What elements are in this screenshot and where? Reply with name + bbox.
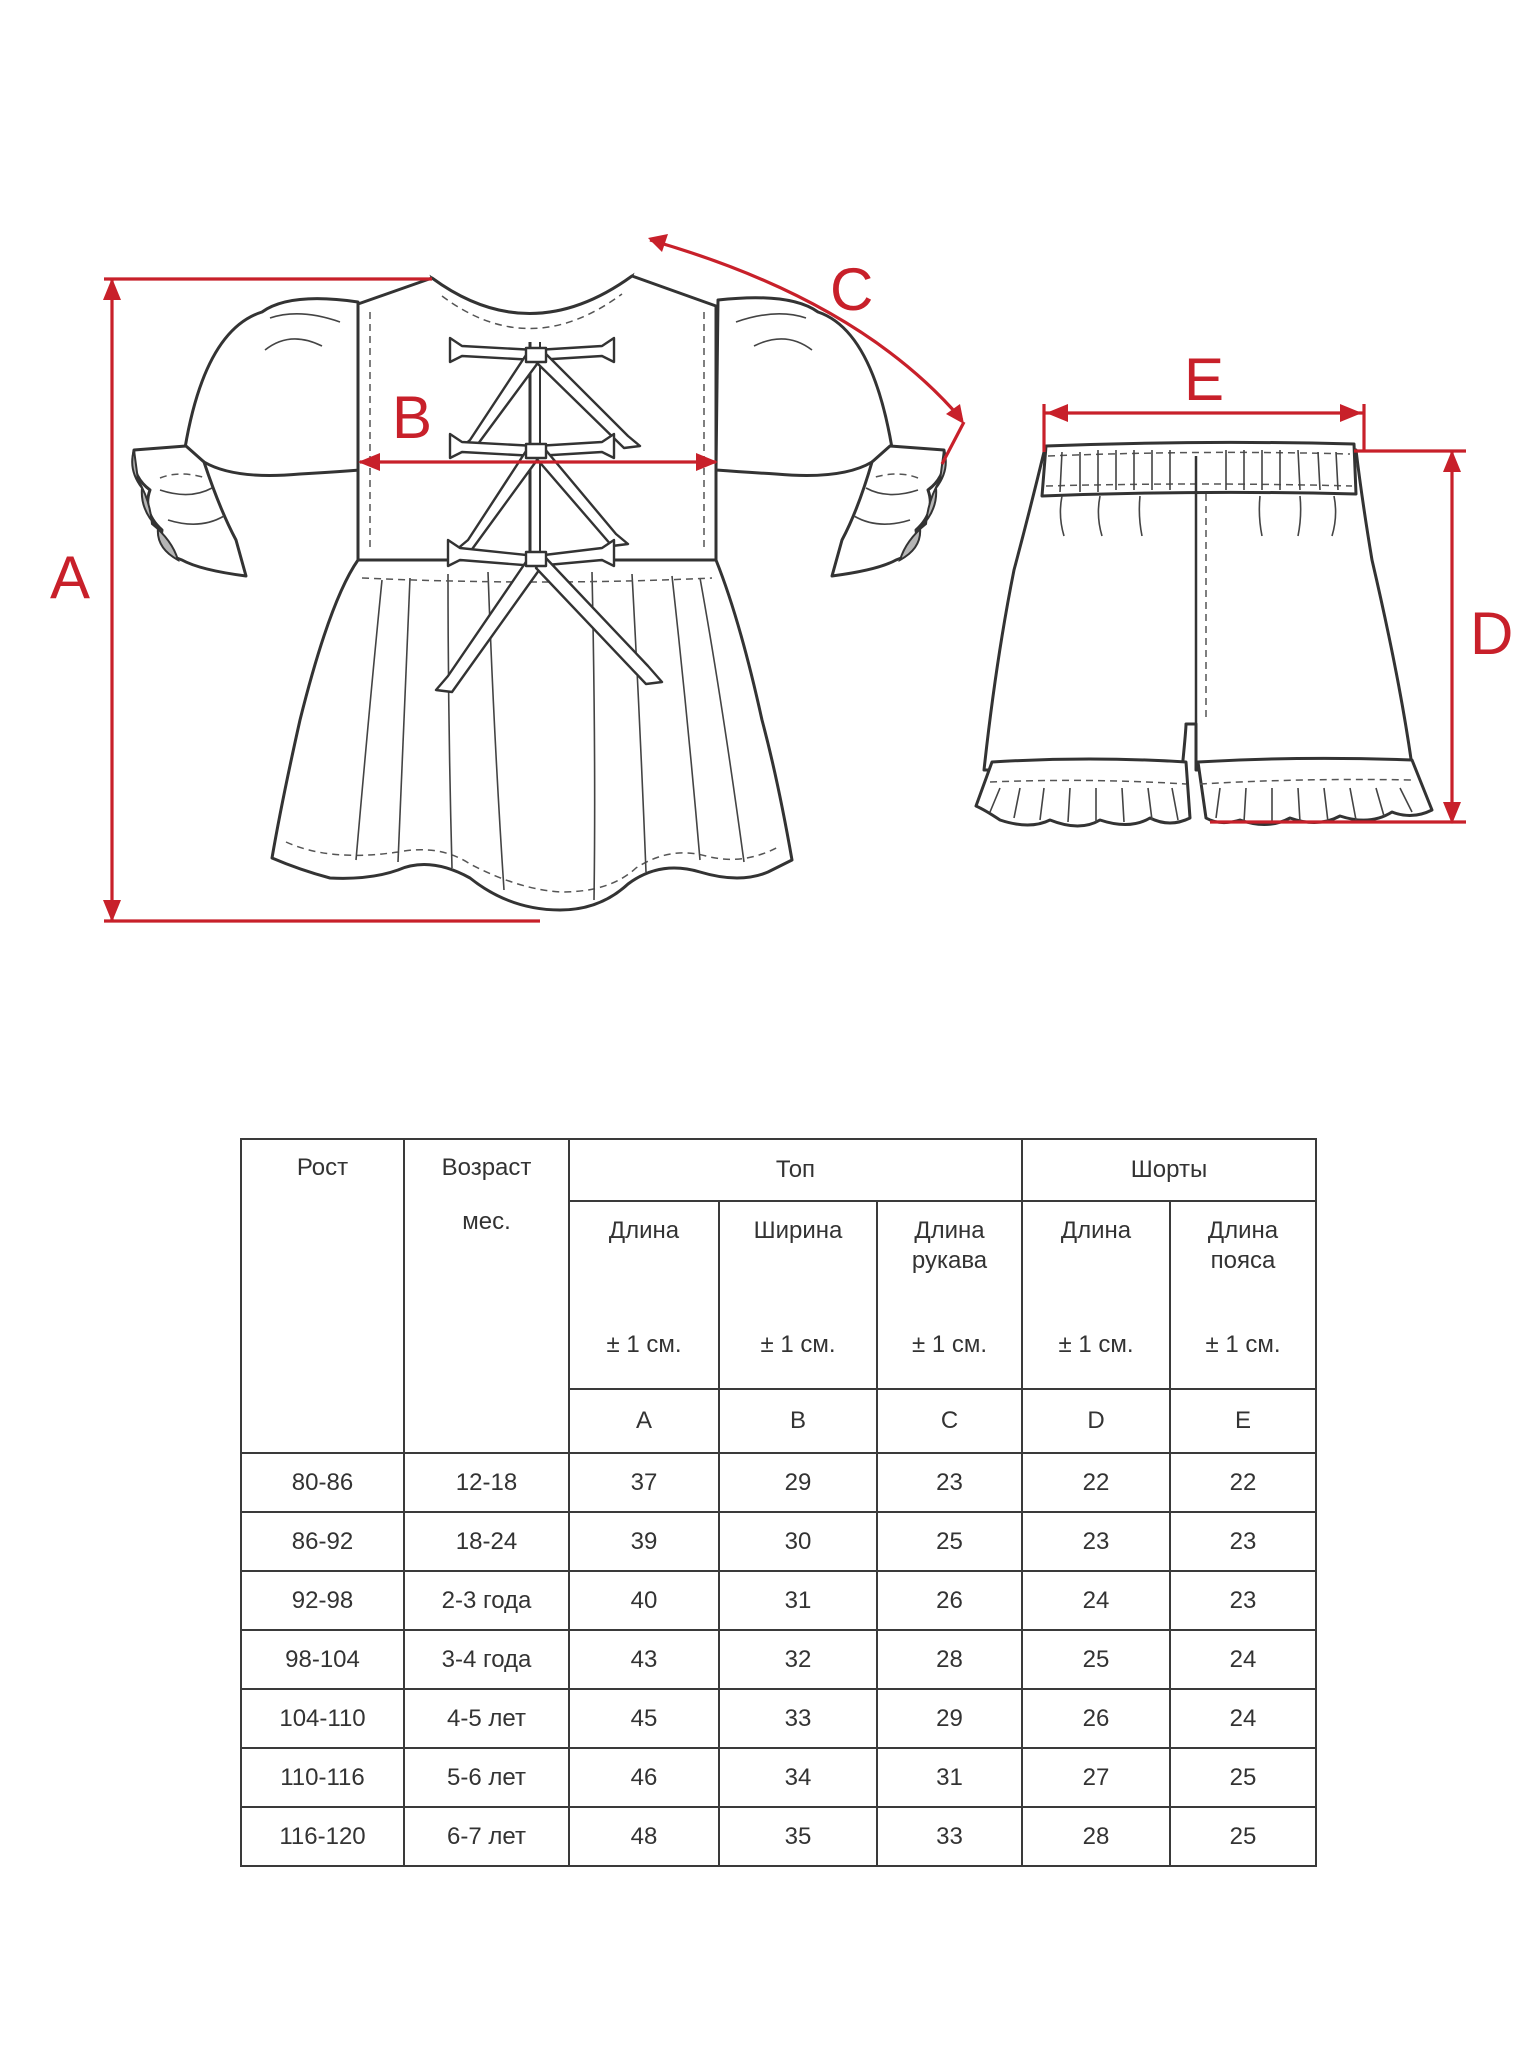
table-cell: 2-3 года xyxy=(404,1571,569,1630)
dimension-label-b: B xyxy=(392,384,433,451)
table-row xyxy=(241,1630,1316,1689)
table-row xyxy=(241,1689,1316,1748)
table-cell: 3-4 года xyxy=(404,1630,569,1689)
table-cell: 6-7 лет xyxy=(404,1807,569,1866)
header-height: Рост xyxy=(241,1139,404,1453)
header-letter-b: B xyxy=(719,1389,877,1453)
table-cell: 5-6 лет xyxy=(404,1748,569,1807)
table-cell: 45 xyxy=(569,1689,719,1748)
table-cell: 24 xyxy=(1170,1630,1316,1689)
table-cell: 25 xyxy=(1022,1630,1170,1689)
table-cell: 29 xyxy=(877,1689,1022,1748)
header-shorts-length: Длина ± 1 см. xyxy=(1022,1201,1170,1389)
dimension-label-e: E xyxy=(1184,346,1225,413)
top-left-sleeve xyxy=(185,299,360,476)
table-cell: 80-86 xyxy=(241,1453,404,1512)
shorts-body xyxy=(984,450,1412,770)
table-cell: 110-116 xyxy=(241,1748,404,1807)
table-cell: 92-98 xyxy=(241,1571,404,1630)
table-cell: 4-5 лет xyxy=(404,1689,569,1748)
header-age: Возраст мес. xyxy=(404,1139,569,1453)
table-cell: 24 xyxy=(1170,1689,1316,1748)
table-cell: 26 xyxy=(877,1571,1022,1630)
header-group-top: Топ xyxy=(569,1139,1022,1201)
header-top-width: Ширина ± 1 см. xyxy=(719,1201,877,1389)
table-cell: 29 xyxy=(719,1453,877,1512)
table-cell: 27 xyxy=(1022,1748,1170,1807)
top-right-sleeve xyxy=(716,298,892,476)
table-cell: 25 xyxy=(1170,1748,1316,1807)
table-row xyxy=(241,1453,1316,1512)
table-row xyxy=(241,1807,1316,1866)
table-cell: 30 xyxy=(719,1512,877,1571)
table-cell: 23 xyxy=(1170,1512,1316,1571)
header-shorts-waist-length: Длина пояса ± 1 см. xyxy=(1170,1201,1316,1389)
header-top-length: Длина ± 1 см. xyxy=(569,1201,719,1389)
table-cell: 22 xyxy=(1022,1453,1170,1512)
table-cell: 46 xyxy=(569,1748,719,1807)
table-cell: 98-104 xyxy=(241,1630,404,1689)
header-age-unit: мес. xyxy=(462,1208,511,1235)
table-cell: 40 xyxy=(569,1571,719,1630)
header-top-sleeve-length: Длина рукава ± 1 см. xyxy=(877,1201,1022,1389)
shorts-left-ruffle xyxy=(976,759,1190,826)
table-cell: 23 xyxy=(1022,1512,1170,1571)
header-group-shorts: Шорты xyxy=(1022,1139,1316,1201)
dimension-label-c: C xyxy=(830,256,874,323)
shorts-garment-drawing xyxy=(976,442,1432,826)
table-row xyxy=(241,1512,1316,1571)
table-cell: 23 xyxy=(877,1453,1022,1512)
table-cell: 33 xyxy=(719,1689,877,1748)
table-cell: 32 xyxy=(719,1630,877,1689)
dimension-label-d: D xyxy=(1470,600,1514,667)
table-cell: 39 xyxy=(569,1512,719,1571)
size-chart-table xyxy=(240,1138,1317,1867)
table-cell: 26 xyxy=(1022,1689,1170,1748)
table-cell: 25 xyxy=(1170,1807,1316,1866)
table-cell: 28 xyxy=(877,1630,1022,1689)
table-cell: 43 xyxy=(569,1630,719,1689)
header-letter-e: E xyxy=(1170,1389,1316,1453)
table-cell: 33 xyxy=(877,1807,1022,1866)
table-cell: 86-92 xyxy=(241,1512,404,1571)
header-letter-d: D xyxy=(1022,1389,1170,1453)
table-cell: 22 xyxy=(1170,1453,1316,1512)
table-cell: 23 xyxy=(1170,1571,1316,1630)
table-cell: 31 xyxy=(877,1748,1022,1807)
table-cell: 25 xyxy=(877,1512,1022,1571)
shorts-waistband xyxy=(1042,442,1356,496)
header-letter-a: A xyxy=(569,1389,719,1453)
shorts-right-ruffle xyxy=(1198,758,1432,824)
table-cell: 28 xyxy=(1022,1807,1170,1866)
table-cell: 104-110 xyxy=(241,1689,404,1748)
table-cell: 24 xyxy=(1022,1571,1170,1630)
garment-measurement-diagram xyxy=(0,0,1534,960)
top-garment-drawing xyxy=(132,276,946,910)
table-cell: 34 xyxy=(719,1748,877,1807)
table-row xyxy=(241,1571,1316,1630)
dimension-label-a: A xyxy=(50,544,91,611)
table-cell: 12-18 xyxy=(404,1453,569,1512)
table-row xyxy=(241,1748,1316,1807)
header-letter-c: C xyxy=(877,1389,1022,1453)
table-cell: 18-24 xyxy=(404,1512,569,1571)
table-cell: 31 xyxy=(719,1571,877,1630)
table-cell: 116-120 xyxy=(241,1807,404,1866)
table-cell: 35 xyxy=(719,1807,877,1866)
table-cell: 37 xyxy=(569,1453,719,1512)
table-cell: 48 xyxy=(569,1807,719,1866)
